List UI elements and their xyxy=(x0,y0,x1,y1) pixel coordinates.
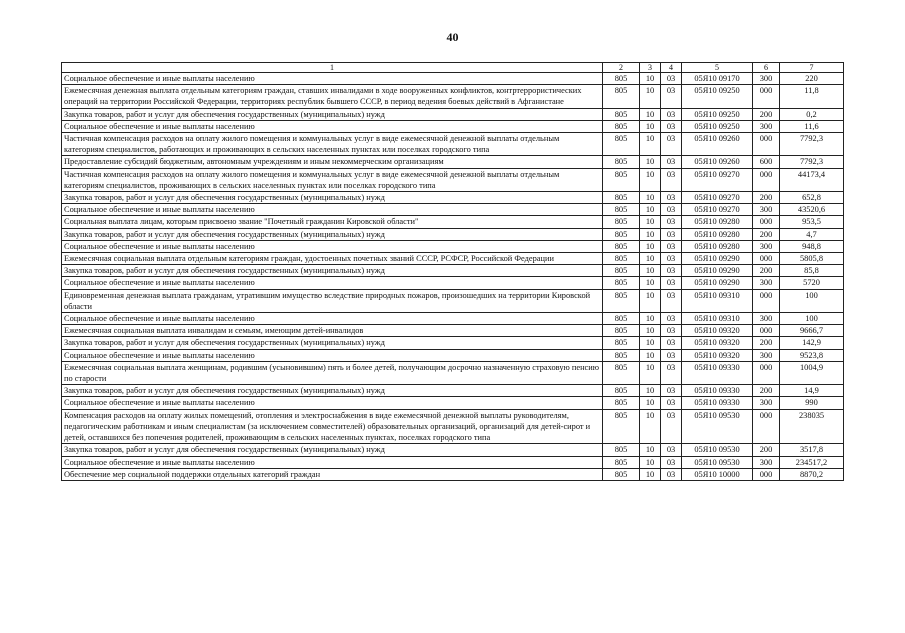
admin-code-cell: 805 xyxy=(603,313,640,325)
amount-cell: 43520,6 xyxy=(780,204,844,216)
row-name-cell: Закупка товаров, работ и услуг для обеспечения государственных (муниципальных) нужд xyxy=(62,444,603,456)
expense-type-cell: 300 xyxy=(753,120,780,132)
target-article-cell: 05Я10 09310 xyxy=(682,313,753,325)
admin-code-cell: 805 xyxy=(603,468,640,480)
amount-cell: 7792,3 xyxy=(780,156,844,168)
table-row xyxy=(62,289,844,312)
header-cell: 6 xyxy=(753,63,780,73)
row-name-cell: Социальное обеспечение и иные выплаты населению xyxy=(62,240,603,252)
target-article-cell: 05Я10 09170 xyxy=(682,73,753,85)
admin-code-cell: 805 xyxy=(603,85,640,108)
admin-code-cell: 805 xyxy=(603,240,640,252)
subsection-cell: 03 xyxy=(661,156,682,168)
section-cell: 10 xyxy=(640,409,661,444)
expense-type-cell: 300 xyxy=(753,313,780,325)
admin-code-cell: 805 xyxy=(603,73,640,85)
subsection-cell: 03 xyxy=(661,349,682,361)
expense-type-cell: 000 xyxy=(753,289,780,312)
section-cell: 10 xyxy=(640,265,661,277)
amount-cell: 953,5 xyxy=(780,216,844,228)
row-name-cell: Закупка товаров, работ и услуг для обеспечения государственных (муниципальных) нужд xyxy=(62,337,603,349)
subsection-cell: 03 xyxy=(661,168,682,191)
subsection-cell: 03 xyxy=(661,468,682,480)
amount-cell: 238035 xyxy=(780,409,844,444)
expense-type-cell: 200 xyxy=(753,108,780,120)
amount-cell: 0,2 xyxy=(780,108,844,120)
subsection-cell: 03 xyxy=(661,73,682,85)
section-cell: 10 xyxy=(640,444,661,456)
amount-cell: 4,7 xyxy=(780,228,844,240)
expense-type-cell: 300 xyxy=(753,73,780,85)
subsection-cell: 03 xyxy=(661,337,682,349)
expense-type-cell: 300 xyxy=(753,456,780,468)
section-cell: 10 xyxy=(640,168,661,191)
row-name-cell: Ежемесячная социальная выплата отдельным категориям граждан, удостоенных почетных званий СССР, РСФСР, Российской Федерации xyxy=(62,253,603,265)
section-cell: 10 xyxy=(640,192,661,204)
amount-cell: 990 xyxy=(780,397,844,409)
target-article-cell: 05Я10 09530 xyxy=(682,409,753,444)
admin-code-cell: 805 xyxy=(603,397,640,409)
table-row xyxy=(62,265,844,277)
row-name-cell: Ежемесячная социальная выплата женщинам, родившим (усыновившим) пять и более детей, получающим досрочно назначенную страховую пенсию по старости xyxy=(62,361,603,384)
header-cell: 4 xyxy=(661,63,682,73)
row-name-cell: Частичная компенсация расходов на оплату жилого помещения и коммунальных услуг в виде ежемесячной денежной выплаты отдельным категориям специалистов, проживающих в сельских населенных пунктах или поселках городского типа xyxy=(62,168,603,191)
admin-code-cell: 805 xyxy=(603,289,640,312)
row-name-cell: Социальное обеспечение и иные выплаты населению xyxy=(62,397,603,409)
row-name-cell: Социальное обеспечение и иные выплаты населению xyxy=(62,456,603,468)
expense-type-cell: 000 xyxy=(753,468,780,480)
table-row xyxy=(62,409,844,444)
amount-cell: 14,9 xyxy=(780,385,844,397)
row-name-cell: Предоставление субсидий бюджетным, автономным учреждениям и иным некоммерческим организациям xyxy=(62,156,603,168)
target-article-cell: 05Я10 09530 xyxy=(682,444,753,456)
section-cell: 10 xyxy=(640,325,661,337)
target-article-cell: 05Я10 09290 xyxy=(682,265,753,277)
row-name-cell: Компенсация расходов на оплату жилых помещений, отопления и электроснабжения в виде ежемесячной денежной выплаты руководителям, педагогическим работникам и иным специалистам (за исключением совместителей) образовательных организаций, организаций для детей-сирот и детей, оставшихся без попечения родителей, проживающим в сельских населенных пунктах, поселках городского типа xyxy=(62,409,603,444)
subsection-cell: 03 xyxy=(661,289,682,312)
expense-type-cell: 200 xyxy=(753,228,780,240)
target-article-cell: 05Я10 09290 xyxy=(682,277,753,289)
table-body xyxy=(62,73,844,481)
amount-cell: 11,6 xyxy=(780,120,844,132)
admin-code-cell: 805 xyxy=(603,228,640,240)
target-article-cell: 05Я10 09280 xyxy=(682,228,753,240)
section-cell: 10 xyxy=(640,468,661,480)
admin-code-cell: 805 xyxy=(603,156,640,168)
target-article-cell: 05Я10 10000 xyxy=(682,468,753,480)
table-row xyxy=(62,325,844,337)
row-name-cell: Социальное обеспечение и иные выплаты населению xyxy=(62,73,603,85)
expense-type-cell: 200 xyxy=(753,337,780,349)
amount-cell: 9666,7 xyxy=(780,325,844,337)
expense-type-cell: 300 xyxy=(753,240,780,252)
section-cell: 10 xyxy=(640,385,661,397)
admin-code-cell: 805 xyxy=(603,277,640,289)
admin-code-cell: 805 xyxy=(603,265,640,277)
section-cell: 10 xyxy=(640,133,661,156)
subsection-cell: 03 xyxy=(661,253,682,265)
target-article-cell: 05Я10 09280 xyxy=(682,240,753,252)
admin-code-cell: 805 xyxy=(603,444,640,456)
section-cell: 10 xyxy=(640,253,661,265)
admin-code-cell: 805 xyxy=(603,325,640,337)
section-cell: 10 xyxy=(640,456,661,468)
target-article-cell: 05Я10 09270 xyxy=(682,168,753,191)
header-cell: 5 xyxy=(682,63,753,73)
admin-code-cell: 805 xyxy=(603,216,640,228)
section-cell: 10 xyxy=(640,85,661,108)
header-cell: 2 xyxy=(603,63,640,73)
section-cell: 10 xyxy=(640,337,661,349)
subsection-cell: 03 xyxy=(661,444,682,456)
section-cell: 10 xyxy=(640,289,661,312)
subsection-cell: 03 xyxy=(661,120,682,132)
subsection-cell: 03 xyxy=(661,85,682,108)
amount-cell: 100 xyxy=(780,289,844,312)
amount-cell: 44173,4 xyxy=(780,168,844,191)
table-row xyxy=(62,385,844,397)
row-name-cell: Закупка товаров, работ и услуг для обеспечения государственных (муниципальных) нужд xyxy=(62,228,603,240)
amount-cell: 220 xyxy=(780,73,844,85)
table-row xyxy=(62,216,844,228)
row-name-cell: Социальное обеспечение и иные выплаты населению xyxy=(62,277,603,289)
admin-code-cell: 805 xyxy=(603,192,640,204)
table-row xyxy=(62,133,844,156)
section-cell: 10 xyxy=(640,120,661,132)
amount-cell: 5805,8 xyxy=(780,253,844,265)
target-article-cell: 05Я10 09320 xyxy=(682,337,753,349)
amount-cell: 3517,8 xyxy=(780,444,844,456)
expense-type-cell: 000 xyxy=(753,133,780,156)
budget-table xyxy=(61,62,844,481)
row-name-cell: Ежемесячная денежная выплата отдельным категориям граждан, ставших инвалидами в ходе вооруженных конфликтов, контртеррористических операций на территории Российской Федерации, территориях республик бывшего СССР, в период ведения боевых действий в Афганистане xyxy=(62,85,603,108)
section-cell: 10 xyxy=(640,108,661,120)
expense-type-cell: 000 xyxy=(753,361,780,384)
admin-code-cell: 805 xyxy=(603,204,640,216)
expense-type-cell: 300 xyxy=(753,349,780,361)
table-row xyxy=(62,85,844,108)
amount-cell: 8870,2 xyxy=(780,468,844,480)
row-name-cell: Частичная компенсация расходов на оплату жилого помещения и коммунальных услуг в виде ежемесячной денежной выплаты отдельным категориям специалистов, работающих и проживающих в сельских населенных пунктах или поселках городского типа xyxy=(62,133,603,156)
table-row xyxy=(62,120,844,132)
expense-type-cell: 000 xyxy=(753,168,780,191)
table-row xyxy=(62,168,844,191)
subsection-cell: 03 xyxy=(661,133,682,156)
admin-code-cell: 805 xyxy=(603,409,640,444)
row-name-cell: Социальная выплата лицам, которым присвоено звание "Почетный гражданин Кировской области" xyxy=(62,216,603,228)
table-row xyxy=(62,361,844,384)
table-row xyxy=(62,349,844,361)
expense-type-cell: 000 xyxy=(753,85,780,108)
admin-code-cell: 805 xyxy=(603,133,640,156)
table-row xyxy=(62,397,844,409)
target-article-cell: 05Я10 09280 xyxy=(682,216,753,228)
subsection-cell: 03 xyxy=(661,313,682,325)
target-article-cell: 05Я10 09330 xyxy=(682,385,753,397)
section-cell: 10 xyxy=(640,216,661,228)
table-row xyxy=(62,228,844,240)
target-article-cell: 05Я10 09270 xyxy=(682,204,753,216)
amount-cell: 234517,2 xyxy=(780,456,844,468)
section-cell: 10 xyxy=(640,204,661,216)
page-number: 40 xyxy=(446,30,459,44)
subsection-cell: 03 xyxy=(661,216,682,228)
subsection-cell: 03 xyxy=(661,277,682,289)
row-name-cell: Ежемесячная социальная выплата инвалидам и семьям, имеющим детей-инвалидов xyxy=(62,325,603,337)
table-header-row xyxy=(62,63,844,73)
section-cell: 10 xyxy=(640,313,661,325)
section-cell: 10 xyxy=(640,277,661,289)
subsection-cell: 03 xyxy=(661,361,682,384)
admin-code-cell: 805 xyxy=(603,456,640,468)
table-row xyxy=(62,204,844,216)
target-article-cell: 05Я10 09320 xyxy=(682,325,753,337)
amount-cell: 652,8 xyxy=(780,192,844,204)
subsection-cell: 03 xyxy=(661,456,682,468)
target-article-cell: 05Я10 09250 xyxy=(682,120,753,132)
header-cell: 3 xyxy=(640,63,661,73)
amount-cell: 85,8 xyxy=(780,265,844,277)
admin-code-cell: 805 xyxy=(603,108,640,120)
expense-type-cell: 600 xyxy=(753,156,780,168)
section-cell: 10 xyxy=(640,349,661,361)
amount-cell: 11,8 xyxy=(780,85,844,108)
target-article-cell: 05Я10 09270 xyxy=(682,192,753,204)
row-name-cell: Социальное обеспечение и иные выплаты населению xyxy=(62,349,603,361)
table-row xyxy=(62,108,844,120)
admin-code-cell: 805 xyxy=(603,337,640,349)
admin-code-cell: 805 xyxy=(603,168,640,191)
admin-code-cell: 805 xyxy=(603,253,640,265)
target-article-cell: 05Я10 09250 xyxy=(682,108,753,120)
row-name-cell: Обеспечение мер социальной поддержки отдельных категорий граждан xyxy=(62,468,603,480)
subsection-cell: 03 xyxy=(661,228,682,240)
table-row xyxy=(62,156,844,168)
subsection-cell: 03 xyxy=(661,409,682,444)
amount-cell: 9523,8 xyxy=(780,349,844,361)
table-row xyxy=(62,313,844,325)
table-row xyxy=(62,468,844,480)
table-row xyxy=(62,73,844,85)
target-article-cell: 05Я10 09260 xyxy=(682,156,753,168)
row-name-cell: Закупка товаров, работ и услуг для обеспечения государственных (муниципальных) нужд xyxy=(62,265,603,277)
header-cell: 7 xyxy=(780,63,844,73)
table-row xyxy=(62,456,844,468)
target-article-cell: 05Я10 09320 xyxy=(682,349,753,361)
target-article-cell: 05Я10 09310 xyxy=(682,289,753,312)
admin-code-cell: 805 xyxy=(603,120,640,132)
subsection-cell: 03 xyxy=(661,204,682,216)
table-row xyxy=(62,192,844,204)
target-article-cell: 05Я10 09530 xyxy=(682,456,753,468)
amount-cell: 7792,3 xyxy=(780,133,844,156)
amount-cell: 142,9 xyxy=(780,337,844,349)
subsection-cell: 03 xyxy=(661,385,682,397)
subsection-cell: 03 xyxy=(661,265,682,277)
table-row xyxy=(62,337,844,349)
row-name-cell: Социальное обеспечение и иные выплаты населению xyxy=(62,204,603,216)
admin-code-cell: 805 xyxy=(603,349,640,361)
amount-cell: 100 xyxy=(780,313,844,325)
expense-type-cell: 300 xyxy=(753,277,780,289)
expense-type-cell: 000 xyxy=(753,325,780,337)
row-name-cell: Закупка товаров, работ и услуг для обеспечения государственных (муниципальных) нужд xyxy=(62,385,603,397)
expense-type-cell: 000 xyxy=(753,409,780,444)
admin-code-cell: 805 xyxy=(603,361,640,384)
row-name-cell: Закупка товаров, работ и услуг для обеспечения государственных (муниципальных) нужд xyxy=(62,192,603,204)
amount-cell: 5720 xyxy=(780,277,844,289)
subsection-cell: 03 xyxy=(661,240,682,252)
amount-cell: 1004,9 xyxy=(780,361,844,384)
row-name-cell: Социальное обеспечение и иные выплаты населению xyxy=(62,313,603,325)
target-article-cell: 05Я10 09330 xyxy=(682,361,753,384)
amount-cell: 948,8 xyxy=(780,240,844,252)
section-cell: 10 xyxy=(640,156,661,168)
admin-code-cell: 805 xyxy=(603,385,640,397)
table-row xyxy=(62,277,844,289)
expense-type-cell: 000 xyxy=(753,253,780,265)
target-article-cell: 05Я10 09250 xyxy=(682,85,753,108)
section-cell: 10 xyxy=(640,228,661,240)
subsection-cell: 03 xyxy=(661,397,682,409)
row-name-cell: Закупка товаров, работ и услуг для обеспечения государственных (муниципальных) нужд xyxy=(62,108,603,120)
section-cell: 10 xyxy=(640,397,661,409)
target-article-cell: 05Я10 09260 xyxy=(682,133,753,156)
section-cell: 10 xyxy=(640,240,661,252)
expense-type-cell: 200 xyxy=(753,192,780,204)
subsection-cell: 03 xyxy=(661,192,682,204)
subsection-cell: 03 xyxy=(661,325,682,337)
table-row xyxy=(62,253,844,265)
expense-type-cell: 200 xyxy=(753,444,780,456)
expense-type-cell: 300 xyxy=(753,204,780,216)
expense-type-cell: 200 xyxy=(753,385,780,397)
row-name-cell: Единовременная денежная выплата гражданам, утратившим имущество вследствие природных пожаров, произошедших на территории Кировской области xyxy=(62,289,603,312)
expense-type-cell: 000 xyxy=(753,216,780,228)
section-cell: 10 xyxy=(640,73,661,85)
target-article-cell: 05Я10 09330 xyxy=(682,397,753,409)
table-row xyxy=(62,444,844,456)
expense-type-cell: 300 xyxy=(753,397,780,409)
table-row xyxy=(62,240,844,252)
target-article-cell: 05Я10 09290 xyxy=(682,253,753,265)
row-name-cell: Социальное обеспечение и иные выплаты населению xyxy=(62,120,603,132)
expense-type-cell: 200 xyxy=(753,265,780,277)
header-cell: 1 xyxy=(62,63,603,73)
subsection-cell: 03 xyxy=(661,108,682,120)
section-cell: 10 xyxy=(640,361,661,384)
